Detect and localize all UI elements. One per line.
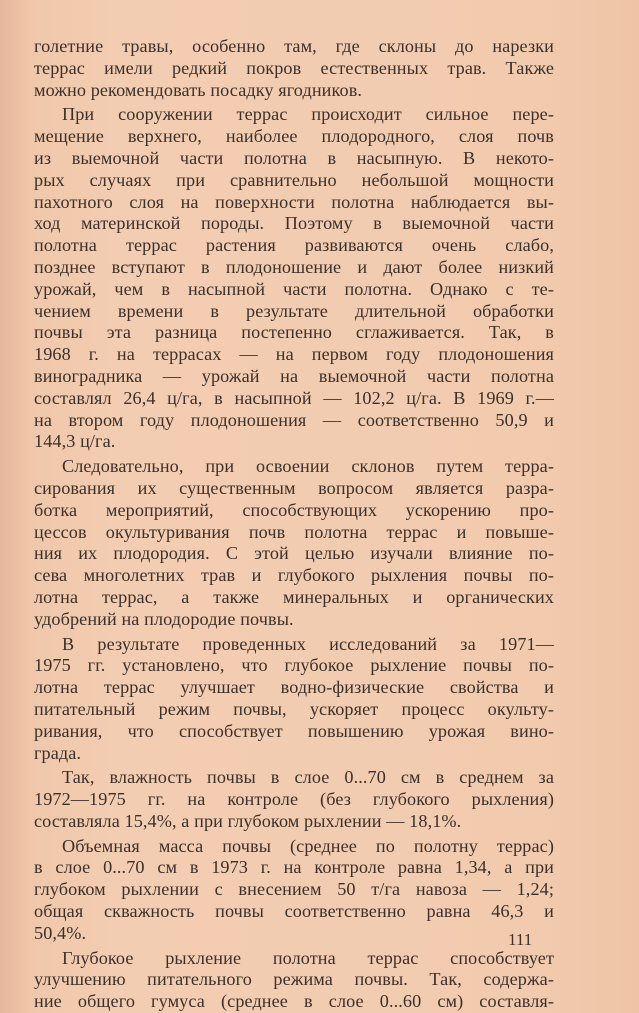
paragraph xyxy=(34,836,554,945)
text-line: При сооружении террас происходит сильное пере- xyxy=(62,104,554,125)
text-line: общая скважность почвы соответственно равна 46,3 и xyxy=(34,901,554,922)
text-line: лотна террас улучшает водно-физические свойства и xyxy=(34,677,554,698)
text-line: из выемочной части полотна в насыпную. В некото- xyxy=(34,147,554,168)
text-line: улучшению питательного режима почвы. Так, содержа- xyxy=(34,969,554,990)
text-line: града. xyxy=(34,742,82,763)
text-line: почвы эта разница постепенно сглаживается. Так, в xyxy=(34,322,554,343)
text-line: 144,3 ц/га. xyxy=(34,431,116,452)
text-line: составлял 26,4 ц/га, в насыпной — 102,2 ц/га. В 1969 г.— xyxy=(34,387,554,408)
paragraph xyxy=(34,948,554,1013)
text-line: рых случаях при сравнительно небольшой мощности xyxy=(34,169,554,190)
text-line: на втором году плодоношения — соответственно 50,9 и xyxy=(34,409,554,430)
text-line: 1968 г. на террасах — на первом году плодоношения xyxy=(34,344,554,365)
text-line: террас имели редкий покров естественных трав. Также xyxy=(34,57,554,78)
text-line: голетние травы, особенно там, где склоны до нарезки xyxy=(34,36,554,56)
text-line: Объемная масса почвы (среднее по полотну террас) xyxy=(62,835,554,856)
text-line: пахотного слоя на поверхности полотна наблюдается вы- xyxy=(34,191,554,212)
text-line: чением времени в результате длительной обработки xyxy=(34,300,554,321)
text-line: В результате проведенных исследований за 1971— xyxy=(62,633,554,654)
text-line: удобрений на плодородие почвы. xyxy=(34,608,294,629)
text-line: в слое 0...70 см в 1973 г. на контроле равна 1,34, а при xyxy=(34,857,554,878)
text-line: позднее вступают в плодоношение и дают более низкий xyxy=(34,256,554,277)
text-line: мещение верхнего, наиболее плодородного, слоя почв xyxy=(34,126,554,147)
text-line: ривания, что способствует повышению урожая вино- xyxy=(34,720,554,741)
paragraph xyxy=(34,104,554,453)
text-line: ботка мероприятий, способствующих ускорению про- xyxy=(34,499,554,520)
text-line: сева многолетних трав и глубокого рыхления почвы по- xyxy=(34,565,554,586)
text-line: Так, влажность почвы в слое 0...70 см в среднем за xyxy=(62,767,554,788)
text-line: урожай, чем в насыпной части полотна. Однако с те- xyxy=(34,278,554,299)
text-line: полотна террас растения развиваются очень слабо, xyxy=(34,235,554,256)
text-line: 50,4%. xyxy=(34,922,87,943)
paragraph xyxy=(34,767,554,832)
text-line: питательный режим почвы, ускоряет процесс окульту- xyxy=(34,698,554,719)
text-line: лотна террас, а также минеральных и органических xyxy=(34,586,554,607)
text-line: можно рекомендовать посадку ягодников. xyxy=(34,79,363,100)
text-line: 1972—1975 гг. на контроле (без глубокого рыхления) xyxy=(34,789,554,810)
text-line: 1975 гг. установлено, что глубокое рыхление почвы по- xyxy=(34,655,554,676)
text-line: цессов окультуривания почв полотна террас и повыше- xyxy=(34,521,554,542)
text-line: ход материнской породы. Поэтому в выемочной части xyxy=(34,213,554,234)
text-line: Следовательно, при освоении склонов путем терра- xyxy=(62,456,554,477)
paragraph xyxy=(34,456,554,630)
text-line: ния их плодородия. С этой целью изучали влияние по- xyxy=(34,543,554,564)
paragraph xyxy=(34,36,554,101)
book-page-text xyxy=(34,36,554,1013)
page-number: 111 xyxy=(508,930,533,949)
text-line: сирования их существенным вопросом является разра- xyxy=(34,477,554,498)
paragraph xyxy=(34,634,554,765)
text-line: Глубокое рыхление полотна террас способствует xyxy=(62,947,554,968)
text-line: ние общего гумуса (среднее в слое 0...60 см) составля- xyxy=(34,991,554,1012)
text-line: составляла 15,4%, а при глубоком рыхлении — 18,1%. xyxy=(34,810,462,831)
text-line: виноградника — урожай на выемочной части полотна xyxy=(34,365,554,386)
text-line: глубоком рыхлении с внесением 50 т/га навоза — 1,24; xyxy=(34,879,554,900)
